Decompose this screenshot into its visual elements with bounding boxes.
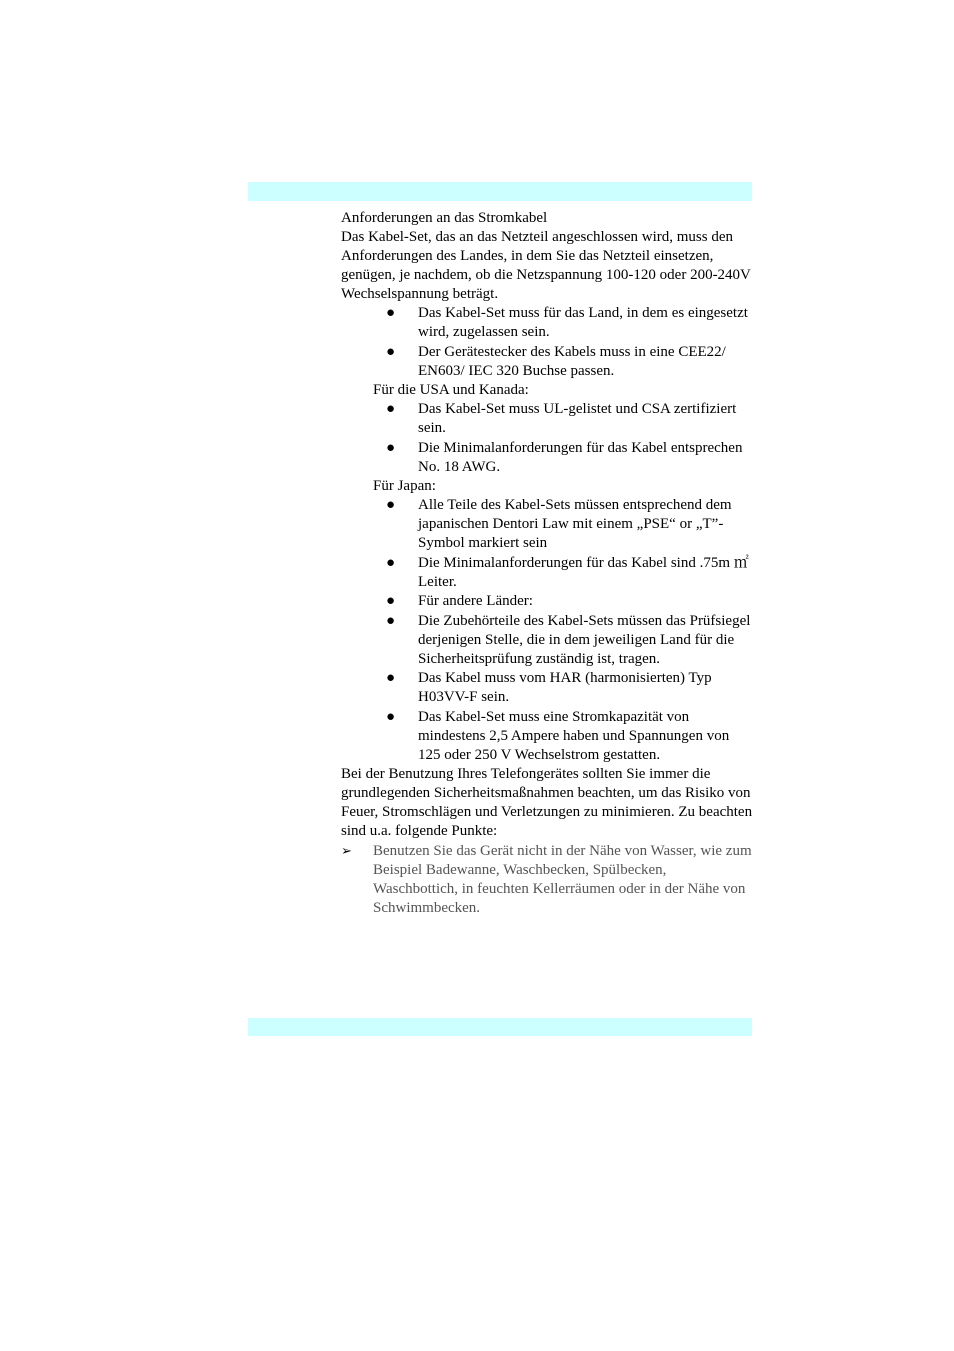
header-band — [248, 182, 752, 201]
list-item: ● Die Minimalanforderungen für das Kabel entsprechen No. 18 AWG. — [386, 439, 743, 475]
bullet-icon: ● — [386, 497, 396, 513]
document-content — [341, 209, 753, 918]
japan-bullet-list — [341, 496, 753, 765]
safety-item: ➢ Benutzen Sie das Gerät nicht in der Nähe von Wasser, wie zum Beispiel Badewanne, Waschbecken, Spülbecken, Waschbottich, in feuchten Kellerräumen oder in der Nähe von Schwimmbecken. — [341, 843, 752, 916]
bullet-icon: ● — [386, 439, 396, 456]
bullet-icon: ● — [386, 343, 396, 360]
list-item: ● Die Zubehörteile des Kabel-Sets müssen das Prüfsiegel derjenigen Stelle, die in dem jeweiligen Land für die Sicherheitsprüfung zuständig ist, tragen. — [386, 612, 751, 667]
arrow-bullet-icon: ➢ — [341, 844, 352, 859]
bullet-icon: ● — [386, 708, 396, 725]
list-item: ● Alle Teile des Kabel-Sets müssen entsprechend dem japanischen Dentori Law mit einem „PSE“ or „T”-Symbol markiert sein — [386, 497, 732, 551]
footer-band — [248, 1018, 752, 1036]
bullet-icon: ● — [386, 401, 396, 417]
list-item: ● Das Kabel muss vom HAR (harmonisierten) Typ H03VV-F sein. — [386, 670, 712, 705]
section-heading: Anforderungen an das Stromkabel — [341, 210, 548, 226]
list-item: ● Für andere Länder: — [386, 593, 533, 609]
list-item: ● Das Kabel-Set muss UL-gelistet und CSA zertifiziert sein. — [386, 401, 737, 436]
list-item: ● Das Kabel-Set muss für das Land, in dem es eingesetzt wird, zugelassen sein. — [386, 305, 748, 340]
usa-bullet-list — [341, 400, 753, 477]
bullet-icon: ● — [386, 554, 396, 571]
list-item: ● Der Gerätestecker des Kabels muss in eine CEE22/ EN603/ IEC 320 Buchse passen. — [386, 343, 726, 379]
intro-paragraph: Das Kabel-Set, das an das Netzteil angeschlossen wird, muss den Anforderungen des Landes, in dem Sie das Netzteil einsetzen, genügen, je nachdem, ob die Netzspannung 100-120 oder 200-240V Wechselspannung beträgt. — [341, 229, 751, 302]
general-bullet-list — [341, 304, 753, 381]
list-item: ● Das Kabel-Set muss eine Stromkapazität von mindestens 2,5 Ampere haben und Spannungen von 125 oder 250 V Wechselstrom gestatten. — [386, 708, 730, 763]
usa-label: Für die USA und Kanada: — [373, 382, 529, 398]
bullet-icon: ● — [386, 593, 396, 609]
bullet-icon: ● — [386, 670, 396, 686]
bullet-icon: ● — [386, 612, 396, 629]
safety-intro-paragraph: Bei der Benutzung Ihres Telefongerätes sollten Sie immer die grundlegenden Sicherheitsmaßnahmen beachten, um das Risiko von Feuer, Stromschlägen und Verletzungen zu minimieren. Zu beachten sind u.a. folgende Punkte: — [341, 766, 753, 839]
bullet-icon: ● — [386, 305, 396, 321]
list-item: ● Die Minimalanforderungen für das Kabel sind .75m ㎡ Leiter. — [386, 554, 749, 590]
japan-label: Für Japan: — [373, 478, 436, 494]
